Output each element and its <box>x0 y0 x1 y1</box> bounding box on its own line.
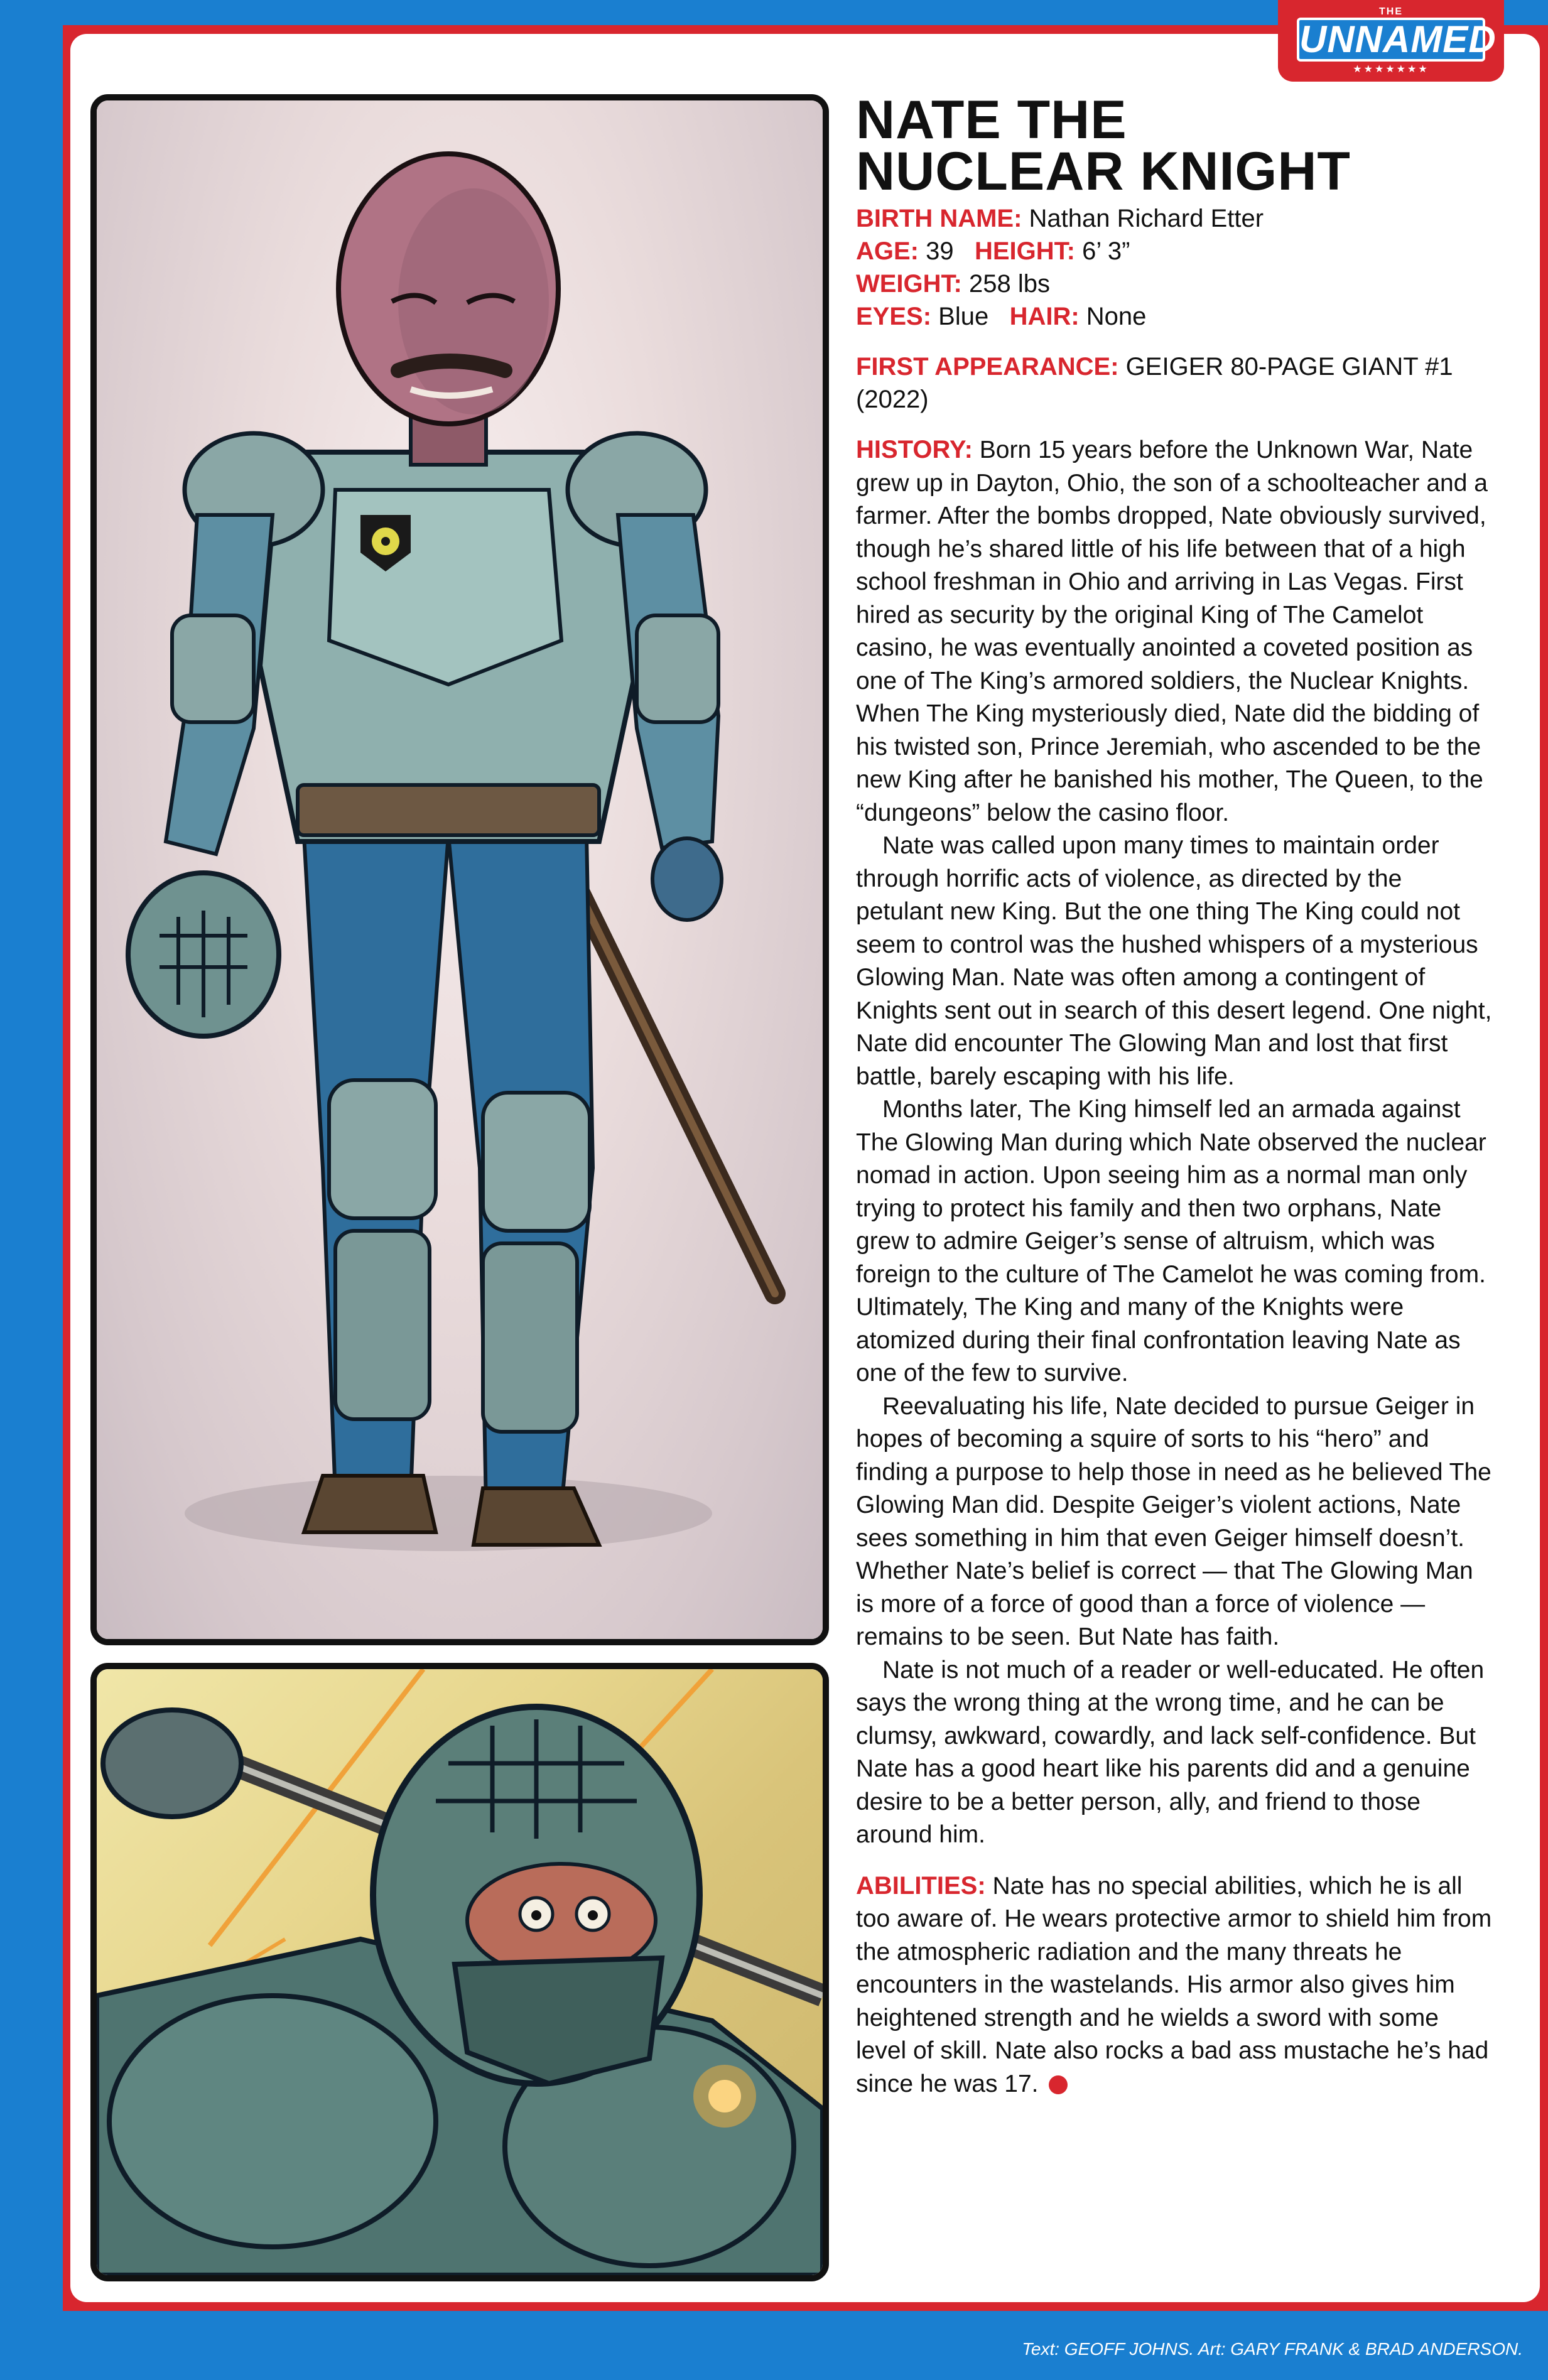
height-label: HEIGHT: <box>974 237 1075 265</box>
height-value: 6’ 3” <box>1082 237 1130 265</box>
logo-main-text: UNNAMED <box>1297 18 1485 62</box>
age-value: 39 <box>926 237 954 265</box>
weight-label: WEIGHT: <box>856 270 962 298</box>
eyes-hair-row <box>856 300 1493 333</box>
abilities-section <box>856 1869 1493 2101</box>
age-label: AGE: <box>856 237 919 265</box>
history-paragraph-1 <box>856 433 1493 830</box>
abilities-paragraph <box>856 1869 1493 2101</box>
hair-label: HAIR: <box>1009 303 1080 330</box>
action-closeup-panel <box>90 1663 829 2281</box>
end-mark-icon <box>1049 2075 1068 2094</box>
eyes-value: Blue <box>938 303 989 330</box>
eyes-label: EYES: <box>856 303 932 330</box>
character-portrait-panel <box>90 94 829 1645</box>
character-name <box>856 90 1493 202</box>
weight-value: 258 lbs <box>969 270 1050 298</box>
logo-small-text: THE <box>1379 6 1403 17</box>
history-section <box>856 433 1493 1852</box>
history-text-1: Born 15 years before the Unknown War, Nate grew up in Dayton, Ohio, the son of a schoolteacher and a farmer. After the bombs dropped, Nate obviously survived, though he’s shared little of his life between that of a high school freshman in Ohio and arriving in Las Vegas. First hired as security by the original King of The Camelot casino, he was eventually anointed a coveted position as one of The King’s armored soldiers, the Nuclear Knights. When The King mysteriously died, Nate did the bidding of his twisted son, Prince Jeremiah, who ascended to be the new King after he banished his mother, The Queen, to the “dungeons” below the casino floor. <box>856 436 1488 826</box>
nate-full-figure-illustration <box>97 100 823 1639</box>
history-paragraph-2: Nate was called upon many times to maintain order through horrific acts of violence, as directed by the petulant new King. But the one thing The King could not seem to control was the hushed whispers of a mysterious Glowing Man. Nate was often among a contingent of Knights sent out in search of this desert legend. One night, Nate did encounter The Glowing Man and lost that first battle, barely escaping with his life. <box>856 832 1492 1090</box>
abilities-label: ABILITIES: <box>856 1871 986 1900</box>
hair-value: None <box>1086 303 1147 330</box>
history-label: HISTORY: <box>856 436 973 463</box>
name-line-1: NATE THE <box>856 90 1127 150</box>
history-paragraph-4: Reevaluating his life, Nate decided to pursue Geiger in hopes of becoming a squire of sorts to his “hero” and finding a purpose to help those in need as he believed The Glowing Man did. Despite Geiger’s violent actions, Nate sees something in him that even Geiger himself doesn’t. Whether Nate’s belief is correct — that The Glowing Man is more of a force of good than a force of violence —remains to be seen. But Nate has faith. <box>856 1392 1491 1650</box>
first-appearance-label: FIRST APPEARANCE: <box>856 353 1119 381</box>
birth-name-label: BIRTH NAME: <box>856 205 1022 232</box>
logo-stars: ★★★★★★★ <box>1353 64 1429 75</box>
abilities-text: Nate has no special abilities, which he is all too aware of. He wears protective armor to shield him from the atmospheric radiation and the many threats he encounters in the wastelands. His armor also gives him heightened strength and he wields a sword with some level of skill. Nate also rocks a bad ass mustache he’s had since he was 17. <box>856 1872 1492 2097</box>
first-appearance-row <box>856 350 1493 416</box>
history-paragraph-5: Nate is not much of a reader or well-educated. He often says the wrong thing at the wrong time, and he can be clumsy, awkward, cowardly, and lack self-confidence. But Nate has a good heart like his parents did and a genuine desire to be a better person, ally, and friend to those around him. <box>856 1656 1485 1848</box>
nate-helmet-closeup-illustration <box>97 1669 823 2275</box>
history-paragraph-3: Months later, The King himself led an armada against The Glowing Man during which Nate observed the nuclear nomad in action. Upon seeing him as a normal man only trying to protect his family and then two orphans, Nate grew to admire Geiger’s sense of altruism, which was foreign to the culture of The Camelot he was coming from. Ultimately, The King and many of the Knights were atomized during their final confrontation leaving Nate as one of the few to survive. <box>856 1096 1486 1387</box>
weight-row <box>856 268 1493 300</box>
first-appearance-value: GEIGER 80-PAGE GIANT #1 (2022) <box>856 353 1453 413</box>
series-logo <box>1297 6 1497 75</box>
character-profile <box>856 90 1493 2101</box>
credits-line: Text: GEOFF JOHNS. Art: GARY FRANK & BRAD ANDERSON. <box>1022 2339 1523 2359</box>
birth-name-row <box>856 202 1493 235</box>
birth-name-value: Nathan Richard Etter <box>1029 205 1264 232</box>
name-line-2: NUCLEAR KNIGHT <box>856 141 1351 202</box>
age-height-row <box>856 235 1493 268</box>
